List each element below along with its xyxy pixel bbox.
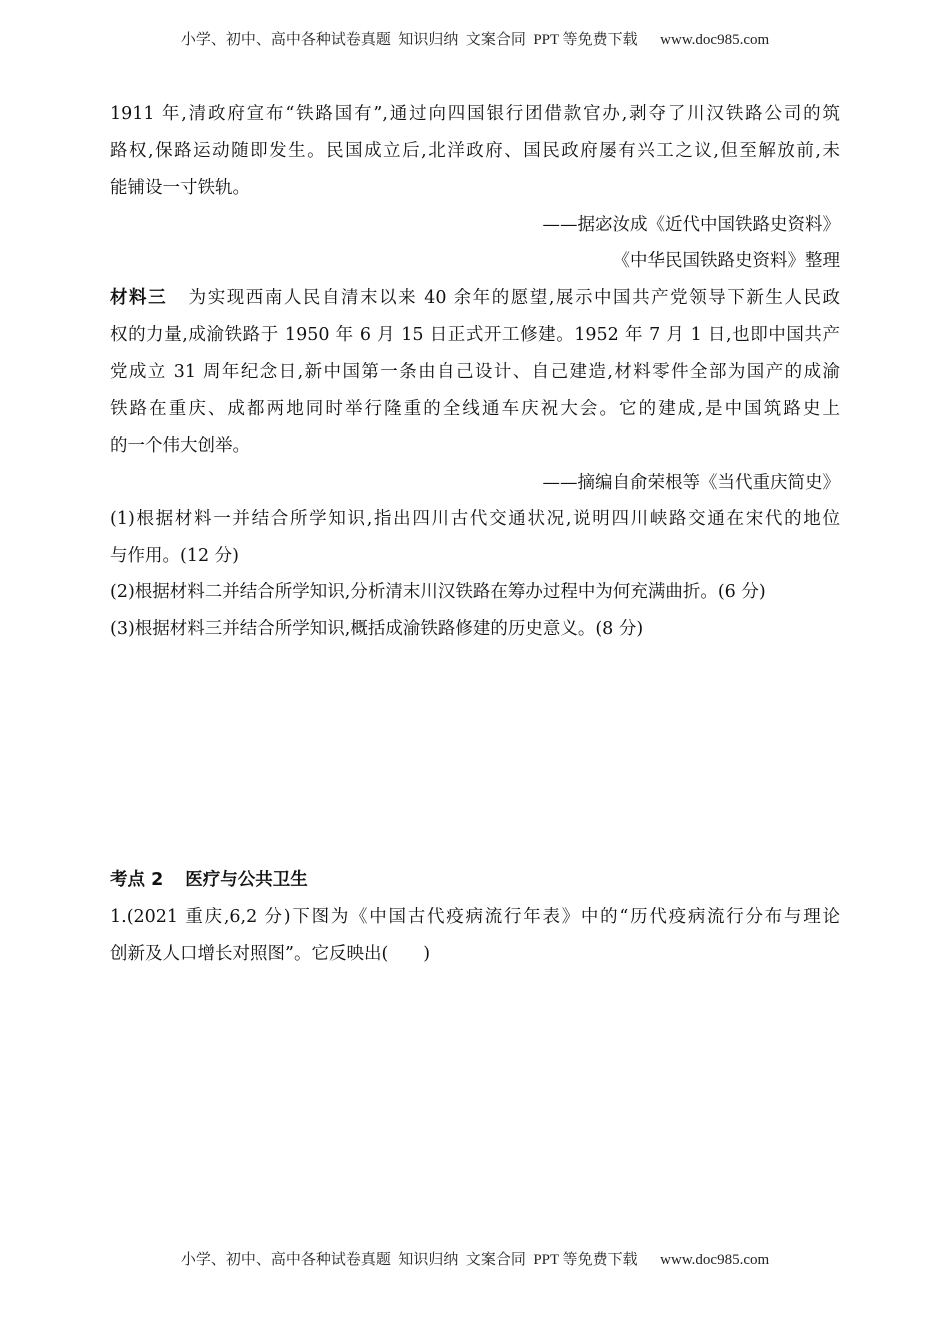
section-label: 考点 2	[110, 870, 164, 890]
question-line: (3)根据材料三并结合所学知识,概括成渝铁路修建的历史意义。(8 分)	[110, 619, 644, 639]
material2-line: 1911 年,清政府宣布“铁路国有”,通过向四国银行团借款官办,剥夺了川汉铁路公司的筑	[110, 104, 840, 124]
material2-source: ——据宓汝成《近代中国铁路史资料》	[542, 215, 840, 235]
q1-line: 1.(2021 重庆,6,2 分)下图为《中国古代疫病流行年表》中的“历代疫病流行分布与理论	[110, 907, 840, 927]
page-footer: 小学、初中、高中各种试卷真题 知识归纳 文案合同 PPT 等免费下载 www.doc985.com	[180, 1252, 770, 1268]
section-heading	[110, 868, 840, 892]
question-line: (2)根据材料二并结合所学知识,分析清末川汉铁路在筹办过程中为何充满曲折。(6 分)	[110, 582, 766, 602]
material3-line: 党成立 31 周年纪念日,新中国第一条由自己设计、自己建造,材料零件全部为国产的成渝	[110, 362, 840, 382]
q1-line: 创新及人口增长对照图”。它反映出( )	[110, 944, 431, 964]
section-title: 医疗与公共卫生	[185, 870, 308, 890]
material2-source: 《中华民国铁路史资料》整理	[612, 251, 840, 271]
material3-source: ——摘编自俞荣根等《当代重庆简史》	[542, 473, 840, 493]
material3-line: 铁路在重庆、成都两地同时举行隆重的全线通车庆祝大会。它的建成,是中国筑路史上	[110, 399, 840, 419]
page-header: 小学、初中、高中各种试卷真题 知识归纳 文案合同 PPT 等免费下载 www.doc985.com	[180, 32, 770, 48]
material3-line: 权的力量,成渝铁路于 1950 年 6 月 15 日正式开工修建。1952 年 7 月 1 日,也即中国共产	[110, 325, 840, 345]
material2-line: 路权,保路运动随即发生。民国成立后,北洋政府、国民政府屡有兴工之议,但至解放前,未	[110, 141, 840, 161]
material3-line: 为实现西南人民自清末以来 40 余年的愿望,展示中国共产党领导下新生人民政	[187, 288, 840, 308]
question-line: (1)根据材料一并结合所学知识,指出四川古代交通状况,说明四川峡路交通在宋代的地位	[110, 509, 840, 529]
material3-first-line	[110, 286, 840, 310]
material2-line: 能铺设一寸铁轨。	[110, 178, 250, 198]
material3-label: 材料三	[110, 288, 168, 308]
question-line: 与作用。(12 分)	[110, 546, 239, 566]
material3-line: 的一个伟大创举。	[110, 436, 250, 456]
